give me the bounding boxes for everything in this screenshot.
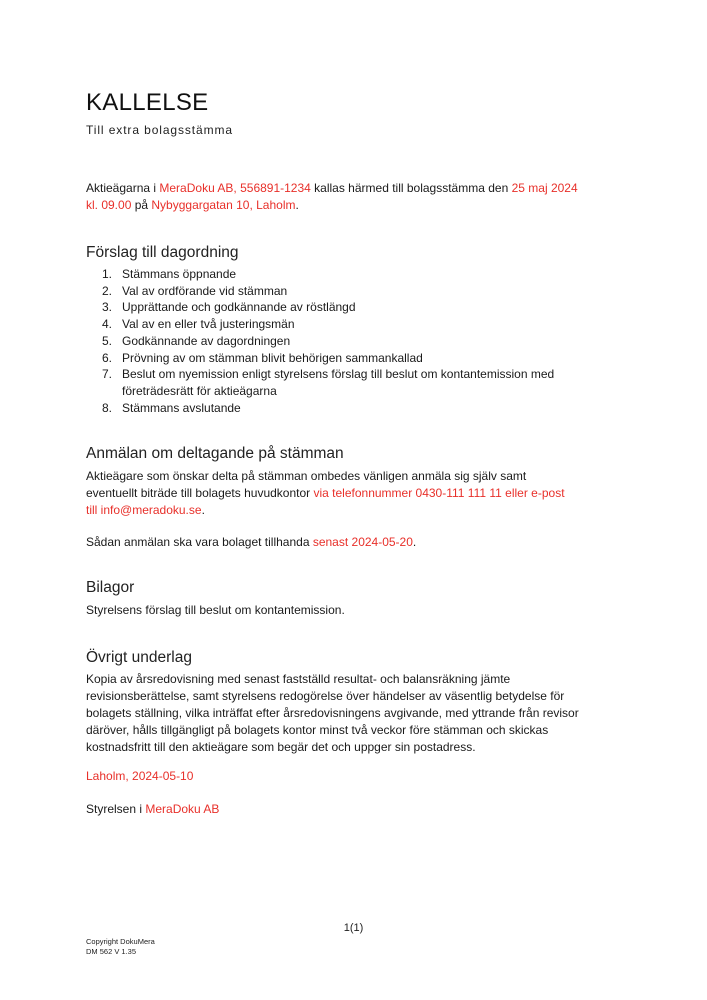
agenda-item-text: Upprättande och godkännande av röstlängd (122, 300, 356, 315)
document-subtitle: Till extra bolagsstämma (86, 123, 233, 137)
agenda-item-number: 1. (102, 267, 113, 281)
version-text: DM 562 V 1.35 (86, 947, 137, 956)
agenda-item-number: 8. (102, 400, 113, 415)
agenda-item-text: Prövning av om stämman blivit behörigen sammankallad (122, 350, 423, 365)
other-heading: Övrigt underlag (86, 649, 192, 666)
agenda-item-text: Val av en eller två justeringsmän (122, 317, 295, 332)
agenda-item (86, 350, 596, 367)
attachments-heading: Bilagor (86, 579, 135, 596)
intro-paragraph (86, 180, 626, 214)
agenda-item-number: 3. (102, 300, 113, 315)
registration-heading: Anmälan om deltagande på stämman (86, 445, 344, 462)
agenda-item (86, 333, 596, 350)
agenda-item (86, 283, 596, 300)
agenda-item-text: Stämmans avslutande (122, 400, 241, 415)
meeting-date-field: 25 maj 2024 (511, 181, 578, 195)
meeting-time-field: kl. 09.00 (86, 198, 132, 212)
agenda-item-number: 4. (102, 317, 113, 332)
agenda-item (86, 266, 596, 283)
registration-paragraph (86, 468, 571, 519)
agenda-item (86, 400, 596, 417)
agenda-item-text: Val av ordförande vid stämman (122, 283, 288, 298)
other-paragraph: Kopia av årsredovisning med senast fastställd resultat- och balansräkning jämte revisionsberättelse, samt styrelsens redogörelse över händelser av väsentlig betydelse för bolagets ställning, vilka inträffat efter årsredovisningens avgivande, med yttrande från revisor däröver, hålls tillgängligt på bolagets kontor minst två veckor före stämman och skickas kostnadsfritt till den aktieägare som begär det och uppger sin postadress. (86, 672, 579, 754)
intro-prefix: Aktieägarna i (86, 181, 160, 195)
deadline-date-field: senast 2024-05-20 (312, 535, 413, 549)
registration-deadline-paragraph (86, 534, 626, 551)
intro-mid2: på (131, 198, 152, 212)
deadline-text: Sådan anmälan ska vara bolaget tillhanda (86, 535, 313, 549)
agenda-list (86, 266, 596, 416)
board-company-field: MeraDoku AB (145, 802, 220, 816)
agenda-item-number: 2. (102, 283, 113, 298)
meeting-address-field: Nybyggargatan 10, Laholm (151, 198, 296, 212)
signature-place-date-field: Laholm, 2024-05-10 (86, 769, 194, 783)
agenda-item-number: 6. (102, 350, 113, 365)
agenda-heading: Förslag till dagordning (86, 244, 239, 261)
document-title: KALLELSE (86, 89, 209, 116)
signature-board (86, 801, 626, 818)
board-prefix: Styrelsen i (86, 802, 146, 816)
agenda-item-number: 5. (102, 333, 113, 348)
registration-text: Aktieägare som önskar delta på stämman ombedes vänligen anmäla sig själv samt eventuellt biträde till bolagets huvudkontor (86, 469, 527, 500)
agenda-item (86, 316, 596, 333)
agenda-item-text: Beslut om nyemission enligt styrelsens förslag till beslut om kontantemission med företrädesrätt för aktieägarna (122, 367, 555, 398)
agenda-item-text: Stämmans öppnande (122, 267, 237, 281)
agenda-item (86, 299, 596, 316)
intro-mid: kallas härmed till bolagsstämma den (310, 181, 512, 195)
registration-end: . (201, 503, 205, 517)
agenda-item-text: Godkännande av dagordningen (122, 333, 291, 348)
agenda-item-number: 7. (102, 367, 113, 382)
attachments-text: Styrelsens förslag till beslut om kontantemission. (86, 603, 345, 617)
company-name-field: MeraDoku AB, 556891-1234 (159, 181, 311, 195)
deadline-end: . (412, 535, 417, 549)
copyright-footer (86, 937, 155, 957)
intro-suffix: . (295, 198, 299, 212)
registration-contact-field: via telefonnummer 0430-111 111 11 eller e-post till info@meradoku.se (86, 486, 565, 517)
page-number: 1(1) (343, 922, 364, 934)
agenda-item (86, 366, 596, 399)
copyright-text: Copyright DokuMera (86, 937, 155, 946)
